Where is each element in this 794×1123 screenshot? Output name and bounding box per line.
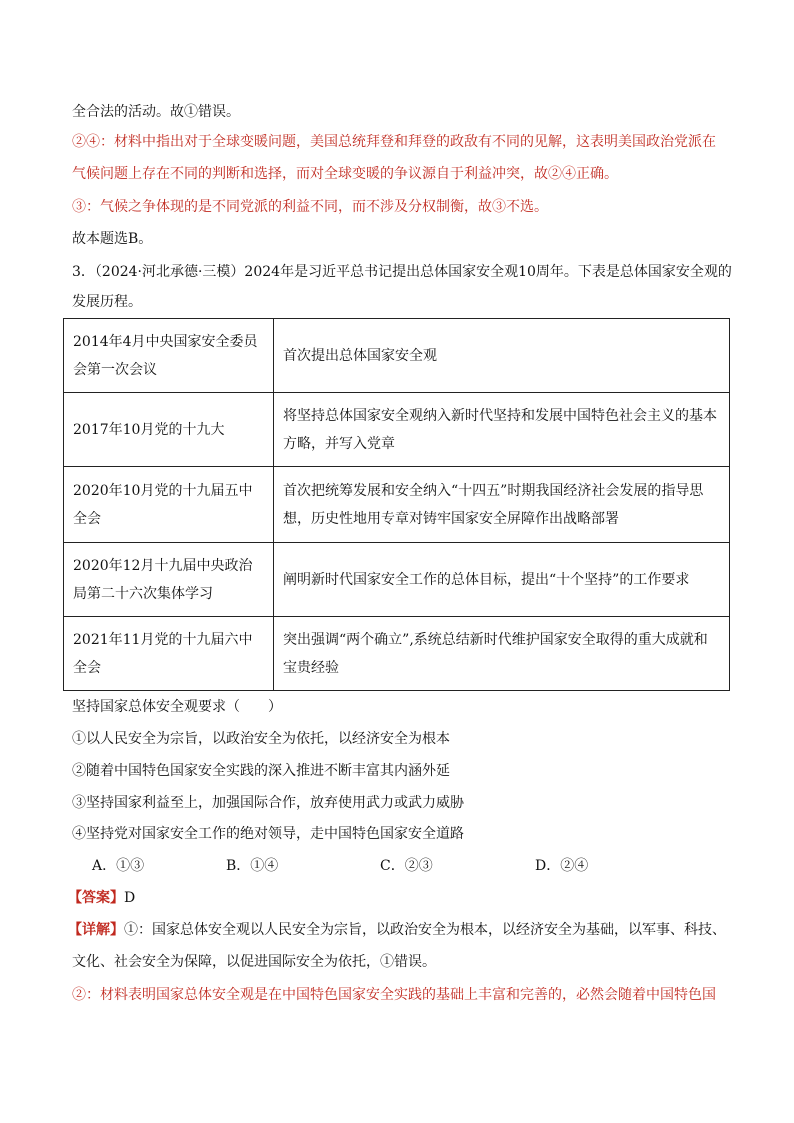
question-stem: 发展历程。 [72, 294, 142, 310]
option-a: A．①③ [92, 858, 145, 874]
question-prompt: 坚持国家总体安全观要求（ ） [72, 699, 282, 715]
explanation-line [68, 920, 726, 940]
explanation-text: ①：国家总体安全观以人民安全为宗旨，以政治安全为根本，以经济安全为基础，以军事、科技、 [124, 922, 726, 938]
table-cell-content: 首次提出总体国家安全观 [274, 319, 730, 393]
explanation-line: 文化、社会安全为保障，以促进国际安全为依托，①错误。 [72, 954, 436, 970]
table-row [64, 467, 730, 543]
answer-label: 【答案】 [68, 890, 124, 906]
option-d: D．②④ [535, 858, 589, 874]
question-stem: 3．（2024·河北承德·三模）2024年是习近平总书记提出总体国家安全观10周年。下表是总体国家安全观的 [72, 264, 732, 280]
table-cell-event: 2017年10月党的十九大 [64, 393, 274, 467]
option-b: B．①④ [226, 858, 279, 874]
prev-analysis-line: ③：气候之争体现的是不同党派的利益不同，而不涉及分权制衡，故③不选。 [72, 199, 548, 215]
answer-value: D [124, 890, 136, 906]
table-cell-event: 2021年11月党的十九届六中全会 [64, 617, 274, 691]
option-c: C．②③ [380, 858, 433, 874]
explanation-line: ②：材料表明国家总体安全观是在中国特色国家安全实践的基础上丰富和完善的，必然会随着中国特色国 [72, 987, 716, 1003]
table-row [64, 319, 730, 393]
table-row [64, 543, 730, 617]
table-cell-content: 将坚持总体国家安全观纳入新时代坚持和发展中国特色社会主义的基本方略，并写入党章 [274, 393, 730, 467]
table-cell-content: 首次把统筹发展和安全纳入“十四五”时期我国经济社会发展的指导思想，历史性地用专章对铸牢国家安全屏障作出战略部署 [274, 467, 730, 543]
table-cell-event: 2014年4月中央国家安全委员会第一次会议 [64, 319, 274, 393]
prev-answer-line: 全合法的活动。故①错误。 [72, 104, 240, 120]
prev-analysis-line: ②④：材料中指出对于全球变暖问题，美国总统拜登和拜登的政敌有不同的见解，这表明美国政治党派在 [72, 134, 716, 150]
table-row [64, 393, 730, 467]
table-cell-content: 突出强调“两个确立”,系统总结新时代维护国家安全取得的重大成就和宝贵经验 [274, 617, 730, 691]
prev-analysis-line: 气候问题上存在不同的判断和选择，而对全球变暖的争议源自于利益冲突，故②④正确。 [72, 166, 618, 182]
table-cell-content: 阐明新时代国家安全工作的总体目标，提出“十个坚持”的工作要求 [274, 543, 730, 617]
statement-item: ①以人民安全为宗旨，以政治安全为依托，以经济安全为根本 [72, 731, 450, 747]
history-table [63, 318, 730, 691]
statement-item: ③坚持国家利益至上，加强国际合作，放弃使用武力或武力威胁 [72, 795, 464, 811]
table-cell-event: 2020年12月十九届中央政治局第二十六次集体学习 [64, 543, 274, 617]
table-cell-event: 2020年10月党的十九届五中全会 [64, 467, 274, 543]
explanation-label: 【详解】 [68, 922, 124, 938]
statement-item: ④坚持党对国家安全工作的绝对领导，走中国特色国家安全道路 [72, 826, 464, 842]
answer-line [68, 888, 135, 908]
table-row [64, 617, 730, 691]
statement-item: ②随着中国特色国家安全实践的深入推进不断丰富其内涵外延 [72, 763, 450, 779]
prev-conclusion: 故本题选B。 [72, 231, 153, 247]
